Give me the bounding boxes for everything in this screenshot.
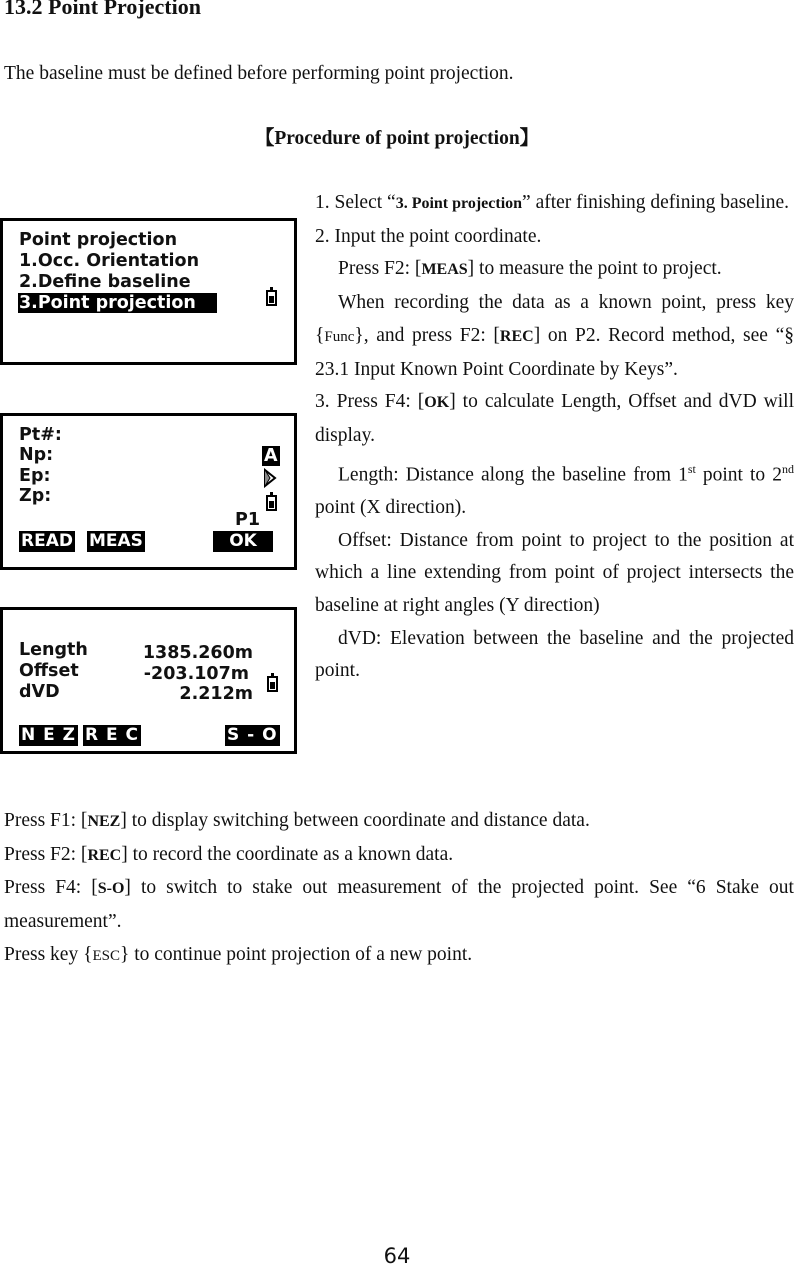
menu-item-occ-orientation: 1.Occ. Orientation — [19, 251, 200, 271]
key-ok: OK — [424, 394, 450, 412]
step-2: 2. Input the point coordinate. — [315, 225, 542, 247]
pt-label: Pt#: — [19, 425, 62, 445]
step-1: 1. Select “3. Point projection” after finishing defining baseline. — [315, 192, 790, 213]
note-f1: Press F1: [NEZ] to display switching between coordinate and distance data. — [4, 810, 590, 831]
lcd-screen-input — [0, 413, 297, 570]
note-esc: Press key {ESC} to continue point projection of a new point. — [4, 943, 473, 965]
menu-item-point-projection-selected: 3.Point projection — [18, 293, 217, 313]
softkey-read[interactable]: READ — [21, 531, 73, 551]
key-meas: MEAS — [421, 261, 468, 279]
offset-label: Offset — [19, 661, 79, 681]
zp-label: Zp: — [19, 486, 52, 506]
step-2-meas: Press F2: [MEAS] to measure the point to project. — [338, 258, 722, 280]
procedure-title: 【Procedure of point projection】 — [254, 128, 540, 149]
section-heading: 13.2 Point Projection — [4, 0, 201, 19]
np-label: Np: — [19, 445, 54, 465]
softkey-meas[interactable]: MEAS — [89, 531, 143, 551]
alpha-mode-indicator: A — [264, 446, 278, 466]
lcd-screen-result — [0, 607, 297, 754]
offset-value: -203.107m — [143, 664, 249, 684]
ep-label: Ep: — [19, 466, 51, 486]
length-label: Length — [19, 640, 88, 660]
battery-icon — [266, 495, 277, 511]
key-notes — [4, 805, 794, 973]
softkey-rec[interactable]: R E C — [85, 725, 140, 745]
procedure-steps — [315, 187, 794, 688]
step-3: 3. Press F4: [OK] to calculate Length, Offset and dVD will display. — [315, 391, 794, 446]
page-number: 64 — [383, 1244, 411, 1268]
note-f2: Press F2: [REC] to record the coordinate as a known data. — [4, 843, 454, 865]
screen-title: Point projection — [19, 230, 178, 250]
menu-ref-point-projection: 3. Point projection — [395, 195, 523, 212]
length-value: 1385.260m — [142, 643, 253, 663]
key-func: Func — [324, 328, 355, 345]
battery-icon — [266, 290, 277, 306]
lcd-screen-menu — [0, 218, 297, 365]
prism-icon — [263, 468, 277, 488]
intro-text: The baseline must be defined before performing point projection. — [4, 63, 514, 84]
menu-item-define-baseline: 2.Define baseline — [19, 272, 191, 292]
softkey-nez[interactable]: N E Z — [21, 725, 77, 745]
softkey-ok[interactable]: OK — [213, 531, 273, 552]
length-description: Length: Distance along the baseline from 1st point to 2nd point (X direction). — [315, 461, 794, 518]
page-indicator: P1 — [235, 510, 261, 530]
dvd-value: 2.212m — [179, 684, 253, 704]
key-rec: REC — [499, 327, 534, 345]
offset-description: Offset: Distance from point to project to the position at which a line extending from point of project intersects the baseline at right angles (Y direction) — [315, 529, 794, 616]
dvd-description: dVD: Elevation between the baseline and the projected point. — [315, 627, 794, 682]
note-f4: Press F4: [S-O] to switch to stake out measurement of the projected point. See “6 Stake out measurement”. — [4, 877, 794, 933]
dvd-label: dVD — [19, 682, 60, 702]
battery-icon — [267, 676, 278, 692]
softkey-s-o[interactable]: S - O — [227, 725, 278, 745]
step-2-record: When recording the data as a known point, press key {Func}, and press F2: [REC] on P2. Record method, see “§ 23.1 Input Known Point Coordinate by Keys”. — [315, 292, 794, 380]
